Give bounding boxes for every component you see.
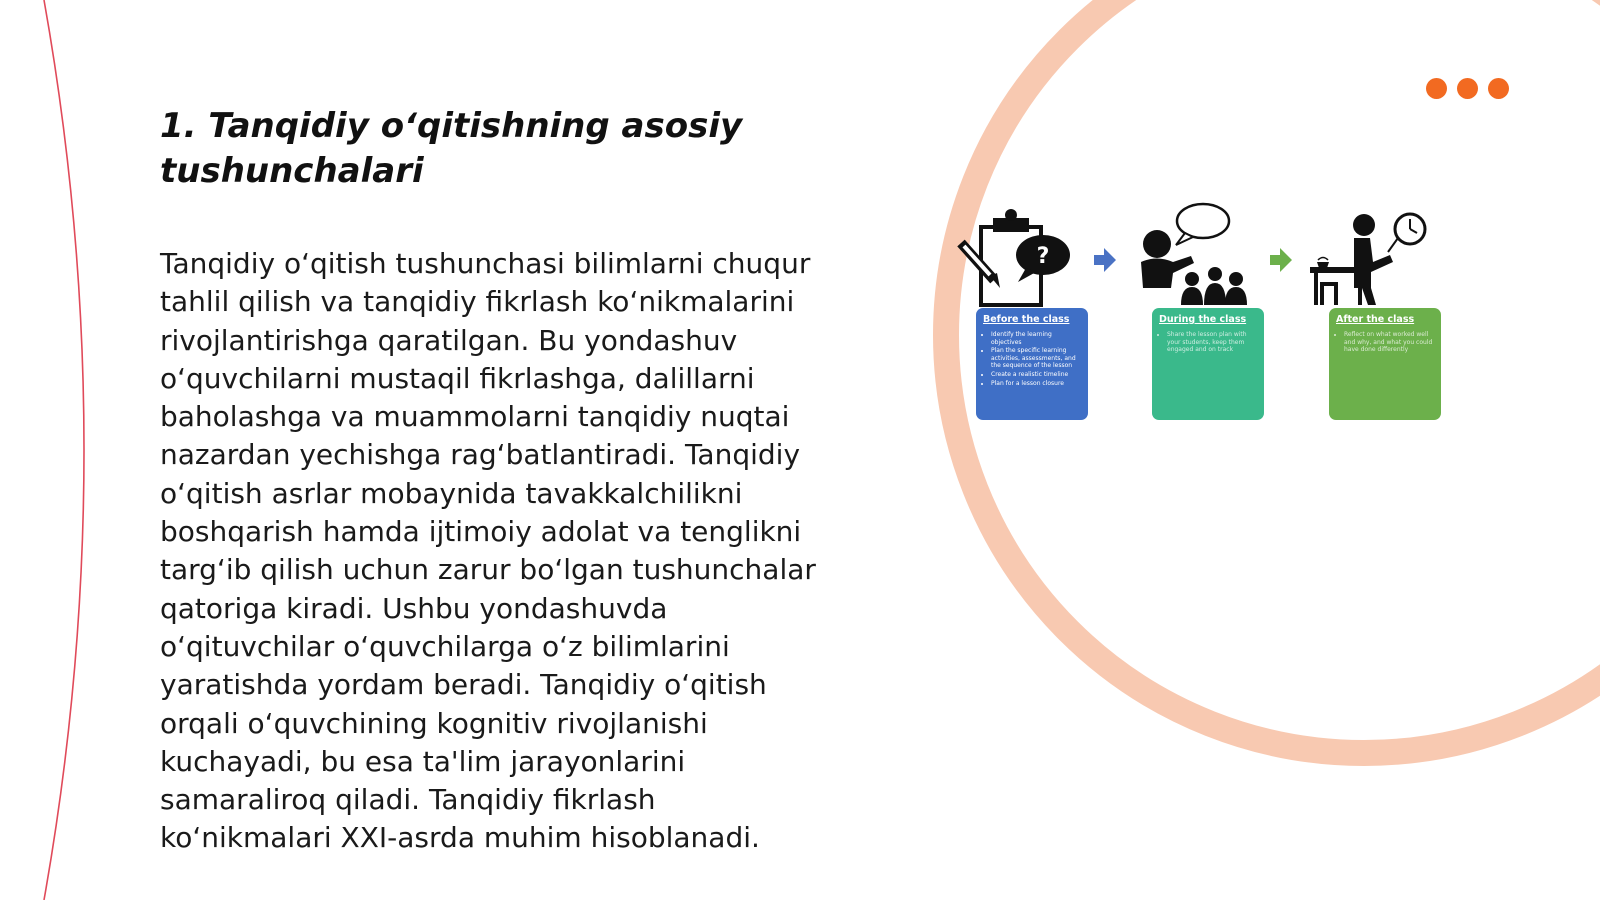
- stage-item: • Plan for a lesson closure: [991, 380, 1082, 388]
- stage-item: • Plan the specific learning activities, assessments, and the sequence of the lesson: [991, 347, 1082, 370]
- svg-text:?: ?: [1036, 244, 1050, 269]
- slide-title: 1. Tanqidiy o‘qitishning asosiy tushunchalari: [160, 106, 743, 191]
- stage-item: • Share the lesson plan with your students, keep them engaged and on track: [1167, 331, 1258, 354]
- slide-body-text: Tanqidiy o‘qitish tushunchasi bilimlarni chuqur tahlil qilish va tanqidiy fikrlash ko‘nikmalarini rivojlantirishga qaratilgan. Bu yondashuv o‘quvchilarni mustaqil fikrlashga, dalillarni baholashga va muammolarni tanqidiy nuqtai nazardan yechishga rag‘batlantiradi. Tanqidiy o‘qitish asrlar mobaynida tavakkalchilikni boshqarish hamda ijtimoiy adolat va tenglikni targ‘ib qilish uchun zarur bo‘lgan tushunchalar qatoriga kiradi. Ushbu yondashuvda o‘qituvchilar o‘quvchilarga o‘z bilimlarini yaratishda yordam beradi. Tanqidiy o‘qitish orqali o‘quvchining kognitiv rivojlanishi kuchayadi, bu esa ta'lim jarayonlarini samaraliroq qiladi. Tanqidiy fikrlash ko‘nikmalari XXI-asrda muhim hisoblanadi.: [160, 247, 816, 855]
- blue-arrow-icon: [1094, 248, 1116, 272]
- stage-items: [983, 331, 1082, 387]
- person-desk-clock-icon: [1310, 214, 1425, 305]
- stage-item: • Reflect on what worked well and why, and what you could have done differently: [1344, 331, 1435, 354]
- stage-title: During the class: [1159, 314, 1247, 325]
- orange-dot: [1426, 78, 1447, 99]
- diagram-icons: [952, 200, 1462, 310]
- stage-title: Before the class: [983, 314, 1070, 325]
- stage-items: [1159, 331, 1258, 354]
- green-arrow-icon: [1270, 248, 1292, 272]
- stage-title: After the class: [1336, 314, 1415, 325]
- stage-card-after-class: [1329, 308, 1441, 420]
- clipboard-pencil-question-icon: [961, 209, 1070, 305]
- orange-dot: [1457, 78, 1478, 99]
- decorative-dots: [1426, 78, 1509, 99]
- orange-dot: [1488, 78, 1509, 99]
- lesson-stages-diagram: [952, 200, 1462, 425]
- stage-items: [1336, 331, 1435, 354]
- stage-card-before-class: [976, 308, 1088, 420]
- left-decorative-curve: [44, 0, 84, 900]
- teacher-students-speech-icon: [1141, 204, 1247, 305]
- stage-card-during-class: [1152, 308, 1264, 420]
- stage-item: • Create a realistic timeline: [991, 371, 1082, 379]
- stage-item: • Identify the learning objectives: [991, 331, 1082, 346]
